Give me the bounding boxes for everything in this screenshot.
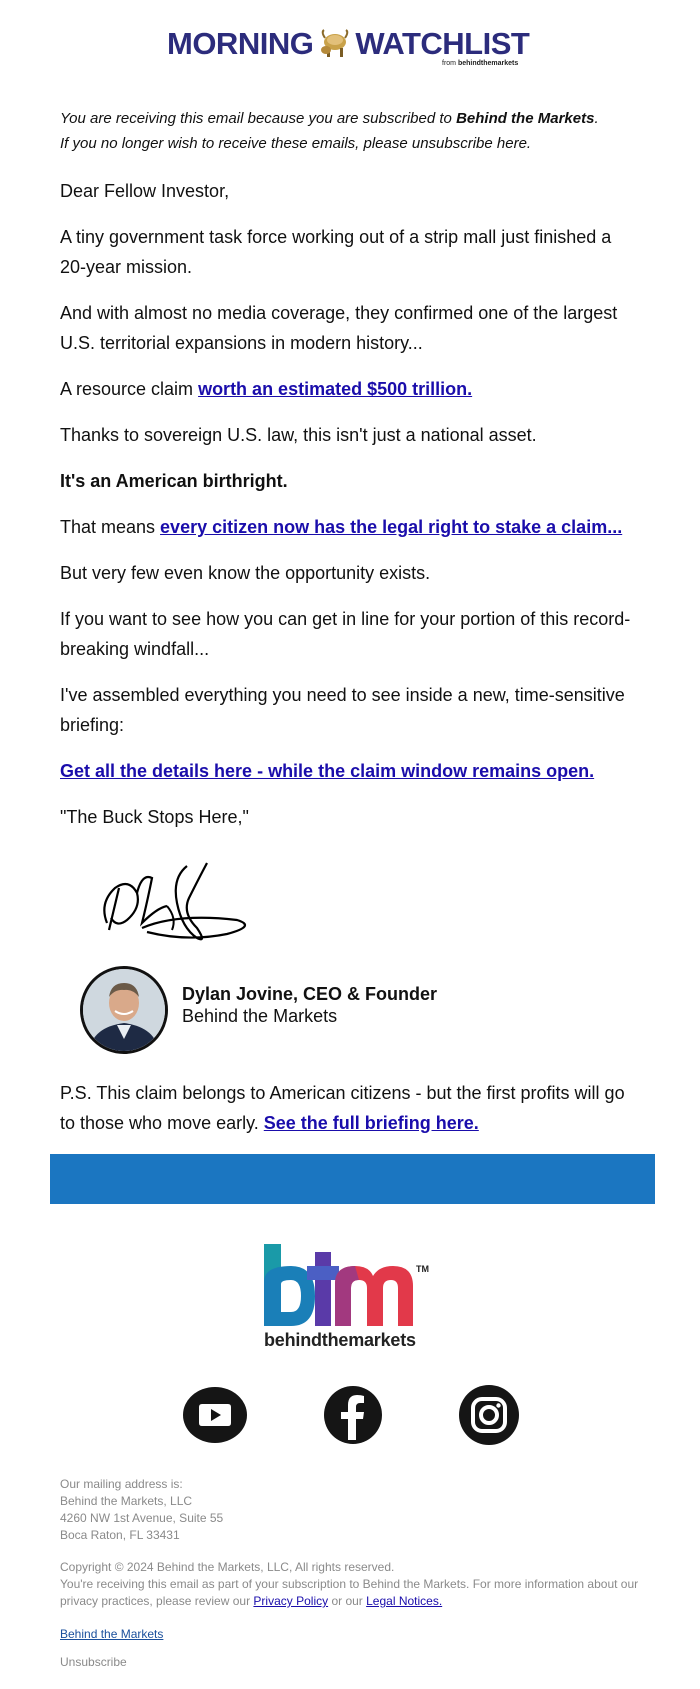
mailing-address: Our mailing address is: Behind the Markets, LLC 4260 NW 1st Avenue, Suite 55 Boca Raton, FL 33431 xyxy=(60,1477,224,1542)
divider-bar xyxy=(50,1154,655,1204)
facebook-icon[interactable] xyxy=(320,1384,386,1446)
behind-the-markets-link[interactable]: Behind the Markets xyxy=(60,1627,164,1641)
paragraph-2: And with almost no media coverage, they confirmed one of the largest U.S. territorial expansions in modern history... xyxy=(60,303,618,353)
paragraph-1: A tiny government task force working out of a strip mall just finished a 20-year mission. xyxy=(60,227,612,277)
svg-text:TM: TM xyxy=(416,1264,429,1274)
email-body xyxy=(0,106,700,1138)
youtube-icon[interactable] xyxy=(182,1384,248,1446)
logo-text-left: MORNING xyxy=(167,26,314,61)
paragraph-8: If you want to see how you can get in line for your portion of this record-breaking windfall... xyxy=(60,609,631,659)
signature-name: Dylan Jovine, CEO & Founder xyxy=(182,984,438,1004)
unsubscribe-link[interactable]: Unsubscribe xyxy=(60,1655,127,1669)
paragraph-5: It's an American birthright. xyxy=(60,471,288,491)
full-briefing-link[interactable]: See the full briefing here. xyxy=(263,1113,479,1133)
legal-notices-link[interactable]: Legal Notices. xyxy=(366,1594,443,1608)
stake-claim-link[interactable]: every citizen now has the legal right to stake a claim... xyxy=(160,517,623,537)
footer xyxy=(0,1204,700,1674)
logo-subtitle: from behindthemarkets xyxy=(442,60,519,67)
privacy-policy-link[interactable]: Privacy Policy xyxy=(253,1594,329,1608)
resource-claim-link[interactable]: worth an estimated $500 trillion. xyxy=(198,379,473,399)
signature-company: Behind the Markets xyxy=(182,1006,338,1026)
legal-text xyxy=(60,1559,650,1610)
privacy-notice: You're receiving this email as part of your subscription to Behind the Markets. For more information about our privacy practices, please review our Privacy Policy or our Legal Notices. xyxy=(60,1577,639,1608)
unsubscribe-notice[interactable]: If you no longer wish to receive these emails, please unsubscribe here. xyxy=(60,135,532,152)
paragraph-9: I've assembled everything you need to see inside a new, time-sensitive briefing: xyxy=(60,685,625,735)
signoff: "The Buck Stops Here," xyxy=(60,807,249,827)
copyright: Copyright © 2024 Behind the Markets, LLC, All rights reserved. xyxy=(60,1560,395,1574)
instagram-icon[interactable] xyxy=(456,1384,522,1446)
logo-text-right: WATCHLIST xyxy=(355,26,530,61)
subscription-notice: You are receiving this email because you are subscribed to Behind the Markets. If you no longer wish to receive these emails, please unsubscribe here. xyxy=(60,110,599,152)
greeting: Dear Fellow Investor, xyxy=(60,181,230,201)
paragraph-3: A resource claim worth an estimated $500 trillion. xyxy=(60,379,473,399)
get-details-link[interactable]: Get all the details here - while the claim window remains open. xyxy=(60,761,595,781)
ps-paragraph: P.S. This claim belongs to American citizens - but the first profits will go to those who move early. See the full briefing here. xyxy=(60,1083,625,1133)
header xyxy=(0,0,700,95)
bull-icon xyxy=(315,28,353,60)
cta-paragraph xyxy=(60,756,640,786)
paragraph-7: But very few even know the opportunity exists. xyxy=(60,563,431,583)
morning-watchlist-logo[interactable] xyxy=(167,26,529,62)
founder-avatar xyxy=(80,966,168,1054)
handwritten-signature xyxy=(97,858,257,958)
btm-logo[interactable] xyxy=(263,1244,443,1330)
paragraph-6: That means every citizen now has the legal right to stake a claim... xyxy=(60,517,623,537)
btm-wordmark: behindthemarkets xyxy=(264,1330,416,1350)
signature-block xyxy=(60,848,640,1078)
paragraph-4: Thanks to sovereign U.S. law, this isn't just a national asset. xyxy=(60,425,537,445)
